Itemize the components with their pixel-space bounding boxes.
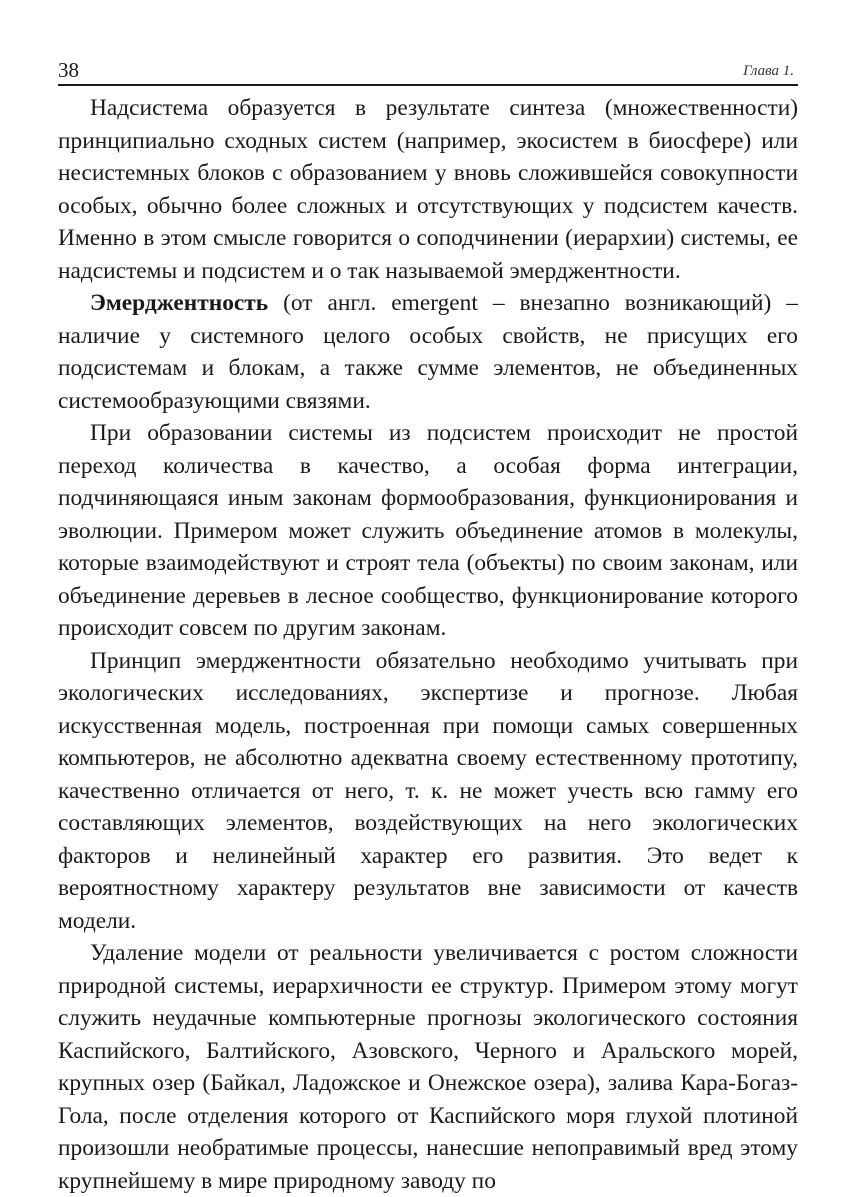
paragraph: [58, 417, 798, 645]
paragraph: [58, 937, 798, 1197]
body-text: [58, 92, 798, 1197]
running-head: Глава 1.: [743, 63, 794, 79]
paragraph-text: (от англ. emergent – внезапно возникающий) – наличие у системного целого особых свойств, не присущих его подсистемам и блокам, а также сумме элементов, не объединенных системообразующими связями.: [58, 290, 798, 414]
paragraph-text: Удаление модели от реальности увеличивается с ростом сложности природной системы, иерархичности ее структур. Примером этому могут служить неудачные компьютерные прогнозы экологического состояния Каспийского, Балтийского, Азовского, Черного и Аральского морей, крупных озер (Байкал, Ладожское и Онежское озера), залива Кара-Богаз-Гола, после отделения которого от Каспийского моря глухой плотиной произошли необратимые процессы, нанесшие непоправимый вред этому крупнейшему в мире природному заводу по: [58, 940, 798, 1194]
paragraph-text: Принцип эмерджентности обязательно необходимо учитывать при экологических исследованиях, экспертизе и прогнозе. Любая искусственная модель, построенная при помощи самых совершенных компьютеров, не абсолютно адекватна своему естественному прототипу, качественно отличается от него, т. к. не может учесть всю гамму его составляющих элементов, воздействующих на него экологических факторов и нелинейный характер его развития. Это ведет к вероятностному характеру результатов вне зависимости от качеств модели.: [58, 647, 798, 934]
paragraph: [58, 92, 798, 287]
paragraph-definition: [58, 287, 798, 417]
paragraph-text: Надсистема образуется в результате синтеза (множественности) принципиально сходных систем (например, экосистем в биосфере) или несистемных блоков с образованием у вновь сложившейся совокупности особых, обычно более сложных и отсутствующих у подсистем качеств. Именно в этом смысле говорится о соподчинении (иерархии) системы, ее надсистемы и подсистем и о так называемой эмерджентности.: [58, 95, 798, 284]
paragraph: [58, 645, 798, 938]
page-number: 38: [58, 58, 79, 82]
paragraph-text: При образовании системы из подсистем происходит не простой переход количества в качество, а особая форма интеграции, подчиняющаяся иным законам формообразования, функционирования и эволюции. Примером может служить объединение атомов в молекулы, которые взаимодействуют и строят тела (объекты) по своим законам, или объединение деревьев в лесное сообщество, функционирование которого происходит совсем по другим законам.: [58, 420, 798, 641]
page-header: [58, 58, 798, 86]
defined-term: Эмерджентность: [90, 290, 269, 316]
